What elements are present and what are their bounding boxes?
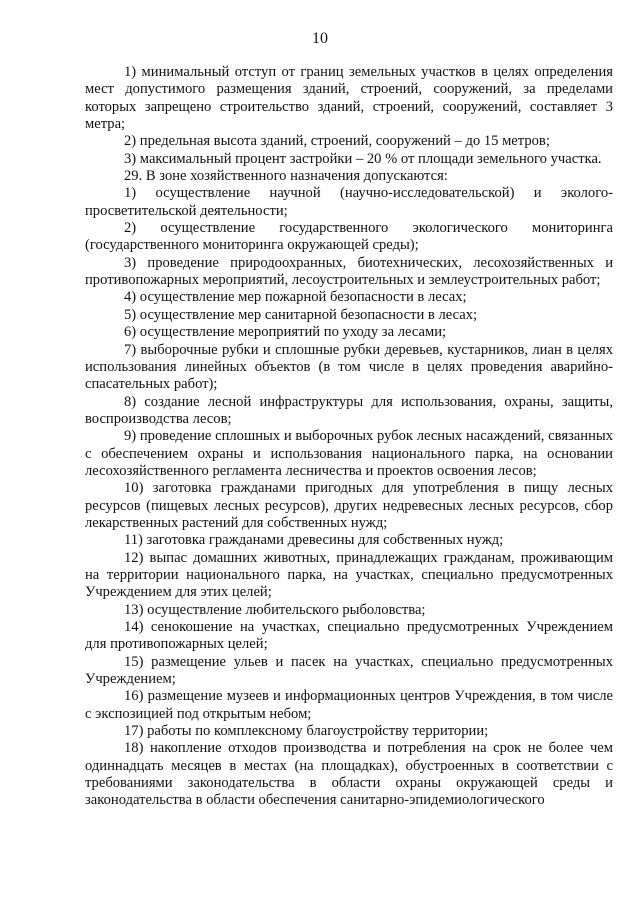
paragraph: 1) минимальный отступ от границ земельных участков в целях определения мест допустимого размещения зданий, строений, сооружений, за пределами которых запрещено строительство зданий, строений, сооружений, составляет 3 метра; (85, 64, 613, 133)
paragraph: 8) создание лесной инфраструктуры для использования, охраны, защиты, воспроизводства лесов; (85, 393, 613, 427)
paragraph: 2) осуществление государственного экологического мониторинга (государственного мониторинга окружающей среды); (85, 220, 613, 254)
paragraph: 1) осуществление научной (научно-исследовательской) и эколого-просветительской деятельности; (85, 185, 613, 219)
paragraph: 15) размещение ульев и пасек на участках, специально предусмотренных Учреждением; (85, 653, 613, 688)
document-body (85, 64, 613, 810)
paragraph: 11) заготовка гражданами древесины для собственных нужд; (124, 532, 504, 549)
paragraph: 2) предельная высота зданий, строений, сооружений – до 15 метров; (124, 133, 550, 150)
paragraph: 29. В зоне хозяйственного назначения допускаются: (124, 168, 448, 185)
paragraph: 5) осуществление мер санитарной безопасности в лесах; (124, 306, 478, 323)
paragraph: 3) проведение природоохранных, биотехнических, лесохозяйственных и противопожарных мероприятий, лесоустроительных и землеустроительных работ; (85, 254, 613, 289)
paragraph: 14) сенокошение на участках, специально предусмотренных Учреждением для противопожарных целей; (85, 619, 613, 653)
paragraph: 18) накопление отходов производства и потребления на срок не более чем одиннадцать месяцев в местах (на площадках), обустроенных в соответствии с требованиями законодательства в области охраны окружающей среды и законодательства в области обеспечения санитарно-эпидемиологического (85, 740, 613, 809)
paragraph: 13) осуществление любительского рыболовства; (124, 601, 426, 618)
paragraph: 10) заготовка гражданами пригодных для употребления в пищу лесных ресурсов (пищевых лесных ресурсов), других недревесных лесных ресурсов, сбор лекарственных растений для собственных нужд; (85, 480, 613, 531)
paragraph: 7) выборочные рубки и сплошные рубки деревьев, кустарников, лиан в целях использования линейных объектов (в том числе в целях проведения аварийно-спасательных работ); (85, 341, 613, 393)
page-number: 10 (312, 30, 328, 47)
paragraph: 12) выпас домашних животных, принадлежащих гражданам, проживающим на территории национального парка, на участках, специально предусмотренных Учреждением для этих целей; (85, 549, 613, 601)
paragraph: 4) осуществление мер пожарной безопасности в лесах; (124, 289, 467, 306)
paragraph: 9) проведение сплошных и выборочных рубок лесных насаждений, связанных с обеспечением охраны и использования национального парка, на основании лесохозяйственного регламента лесничества и проектов освоения лесов; (85, 428, 613, 479)
paragraph: 3) максимальный процент застройки – 20 % от площади земельного участка. (124, 150, 602, 167)
paragraph: 16) размещение музеев и информационных центров Учреждения, в том числе с экспозицией под открытым небом; (85, 688, 613, 722)
paragraph: 17) работы по комплексному благоустройству территории; (124, 723, 489, 740)
paragraph: 6) осуществление мероприятий по уходу за лесами; (124, 324, 447, 341)
